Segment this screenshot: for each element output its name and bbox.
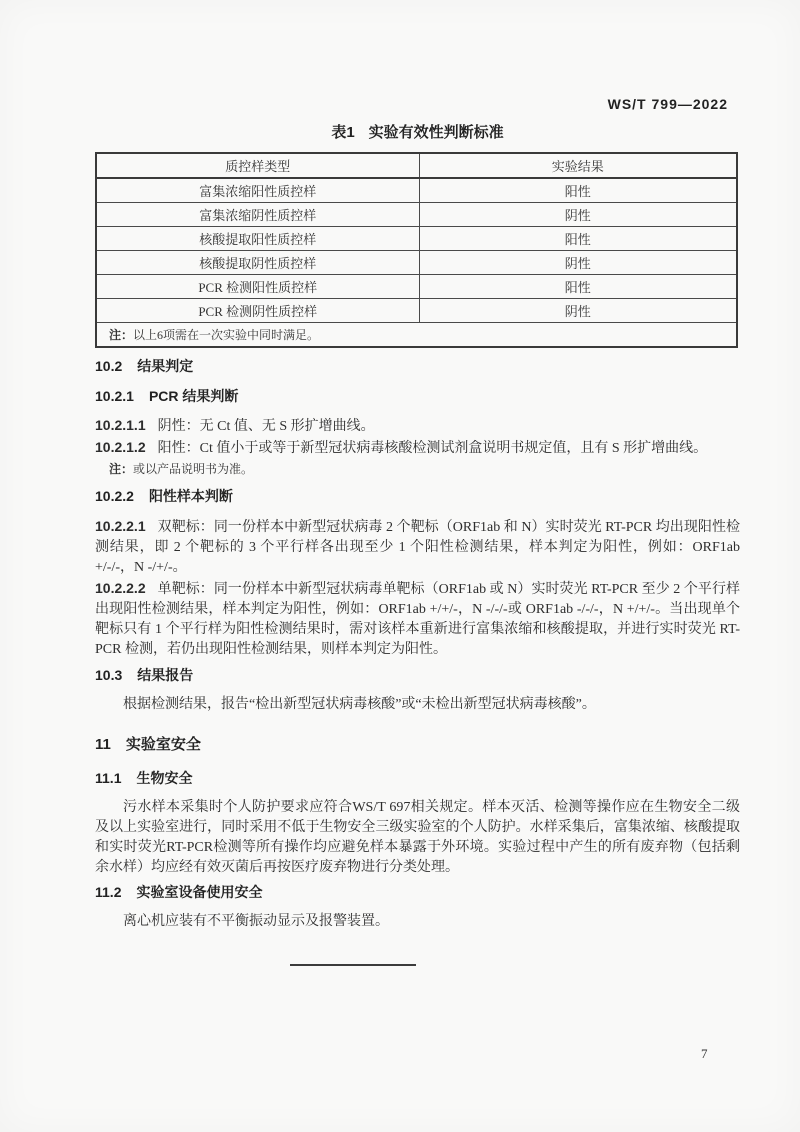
page-number: 7 [701, 1046, 708, 1061]
table-note-label: 注： [109, 328, 134, 342]
table-row [96, 251, 737, 275]
table-row [96, 227, 737, 251]
note-text: 或以产品说明书为准。 [133, 462, 254, 476]
result-cell: 阴性 [419, 203, 737, 227]
table-row [96, 275, 737, 299]
qc-type-cell: PCR 检测阳性质控样 [96, 275, 419, 299]
result-cell: 阳性 [419, 275, 737, 299]
paragraph-10-2-1-1 [95, 415, 740, 437]
heading-number: 10.2 [95, 358, 123, 374]
heading-title: 阳性样本判断 [148, 488, 233, 504]
paragraph-number: 10.2.1.2 [95, 439, 146, 455]
paragraph-text: 单靶标：同一份样本中新型冠状病毒单靶标（ORF1ab 或 N）实时荧光 RT-PCR 至少 2 个平行样出现阳性检测结果，样本判定为阳性，例如：ORF1ab +/+/-，N -/-/-或 ORF1ab -/-/-，N +/+/-。当出现单个靶标只有 1 个平行样为阳性检测结果时，需对该样本重新进行富集浓缩和核酸提取，并进行实时荧光 RT-PCR 检测，若仍出现阳性检测结果，则样本判定为阳性。 [95, 582, 740, 657]
heading-10-3 [95, 665, 740, 685]
table-note-text: 以上6项需在一次实验中同时满足。 [133, 328, 320, 342]
paragraph-10-2-2-2 [95, 578, 740, 660]
paragraph-text: 阴性：无 Ct 值、无 S 形扩增曲线。 [157, 419, 375, 434]
result-cell: 阴性 [419, 299, 737, 323]
result-cell: 阴性 [419, 251, 737, 275]
table-caption-label: 表1 [331, 124, 355, 141]
paragraph-11-1: 污水样本采集时个人防护要求应符合WS/T 697相关规定。样本灭活、检测等操作应在生物安全二级及以上实验室进行，同时采用不低于生物安全三级实验室的个人防护。水样采集后，富集浓缩、核酸提取和实时荧光RT-PCR检测等所有操作均应避免样本暴露于外环境。实验过程中产生的所有废弃物（包括剩余水样）均应经有效灭菌后再按医疗废弃物进行分类处理。 [95, 800, 740, 875]
qc-type-cell: 核酸提取阴性质控样 [96, 251, 419, 275]
heading-title: 实验室设备使用安全 [136, 884, 263, 900]
table-caption-title: 实验有效性判断标准 [368, 124, 504, 141]
heading-11-2 [95, 882, 740, 902]
paragraph-number: 10.2.2.2 [95, 580, 146, 596]
col-header-result: 实验结果 [419, 153, 737, 178]
document-end-rule [290, 964, 416, 966]
paragraph-number: 10.2.2.1 [95, 518, 146, 534]
paragraph-number: 10.2.1.1 [95, 417, 146, 433]
heading-title: 结果判定 [137, 358, 194, 374]
table-row [96, 299, 737, 323]
heading-title: 生物安全 [136, 770, 193, 786]
table-note-row [96, 323, 737, 348]
heading-number: 10.2.1 [95, 388, 134, 404]
heading-number: 11 [95, 736, 111, 753]
standard-code: WS/T 799—2022 [607, 96, 728, 112]
paragraph-10-3: 根据检测结果，报告“检出新型冠状病毒核酸”或“未检出新型冠状病毒核酸”。 [123, 697, 596, 712]
result-cell: 阳性 [419, 227, 737, 251]
heading-number: 11.1 [95, 770, 122, 786]
heading-number: 10.2.2 [95, 488, 134, 504]
paragraph-10-2-2-1 [95, 516, 740, 578]
qc-type-cell: 富集浓缩阴性质控样 [96, 203, 419, 227]
qc-type-cell: PCR 检测阴性质控样 [96, 299, 419, 323]
result-cell: 阳性 [419, 178, 737, 203]
heading-10-2 [95, 356, 740, 376]
paragraph-11-2: 离心机应装有不平衡振动显示及报警装置。 [123, 914, 389, 929]
paragraph-text: 阳性：Ct 值小于或等于新型冠状病毒核酸检测试剂盒说明书规定值，且有 S 形扩增曲线。 [157, 441, 708, 456]
heading-10-2-1 [95, 386, 740, 406]
note-10-2-1-2 [95, 461, 740, 477]
table-header-row [96, 153, 737, 178]
page-content [95, 121, 740, 966]
heading-number: 10.3 [95, 667, 123, 683]
paragraph-10-2-1-2 [95, 437, 740, 459]
table-row [96, 203, 737, 227]
qc-type-cell: 核酸提取阳性质控样 [96, 227, 419, 251]
validity-criteria-table [95, 152, 738, 348]
col-header-qc-type: 质控样类型 [96, 153, 419, 178]
table-caption [95, 121, 740, 142]
table-row [96, 178, 737, 203]
heading-title: 实验室安全 [125, 736, 201, 753]
note-label: 注： [109, 462, 134, 476]
heading-title: 结果报告 [137, 667, 194, 683]
heading-number: 11.2 [95, 884, 122, 900]
heading-11 [95, 733, 740, 754]
heading-10-2-2 [95, 486, 740, 506]
paragraph-text: 双靶标：同一份样本中新型冠状病毒 2 个靶标（ORF1ab 和 N）实时荧光 RT-PCR 均出现阳性检测结果，即 2 个靶标的 3 个平行样各出现至少 1 个阳性检测结果，样本判定为阳性，例如：ORF1ab +/-/-，N -/+/-。 [95, 520, 740, 575]
heading-11-1 [95, 768, 740, 788]
qc-type-cell: 富集浓缩阳性质控样 [96, 178, 419, 203]
heading-title: PCR 结果判断 [148, 388, 239, 404]
table-note [96, 323, 737, 348]
